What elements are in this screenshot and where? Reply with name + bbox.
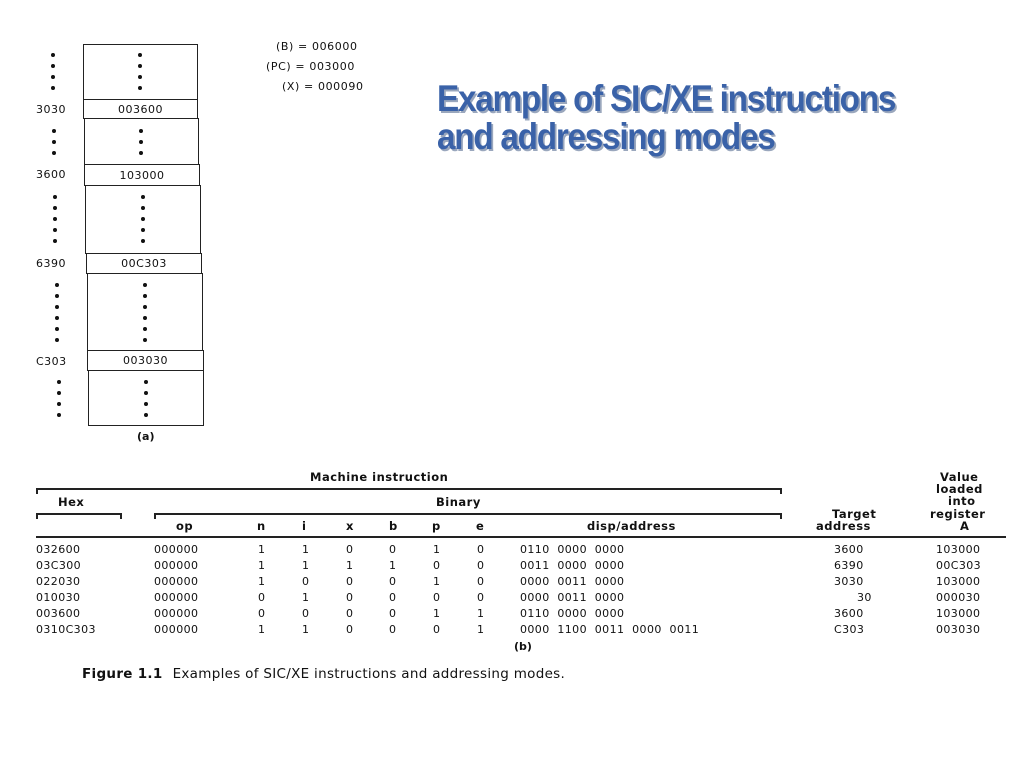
bracket-tick [780,488,782,494]
register-x-name: (X) [282,80,300,93]
bracket-tick [36,513,38,519]
cell-e: 0 [477,575,485,588]
cell-p: 1 [433,575,441,588]
ellipsis-dot [139,151,143,155]
cell-disp: 0110 0000 0000 [520,607,625,620]
cell-n: 0 [258,591,266,604]
slide-title [437,80,959,156]
cell-op: 000000 [154,623,199,636]
ellipsis-dot [53,228,57,232]
cell-hex: 003600 [36,607,81,620]
ellipsis-dot [57,391,61,395]
ellipsis-dot [51,64,55,68]
register-x [282,80,364,93]
cell-target: 30 [857,591,872,604]
cell-e: 1 [477,623,485,636]
memory-cell-3030: 003600 [83,99,198,119]
table-caption: (b) [514,640,532,653]
cell-hex: 0310C303 [36,623,96,636]
cell-hex: 022030 [36,575,81,588]
cell-x: 0 [346,607,354,620]
register-x-equals: = [304,80,314,93]
ellipsis-dot [143,316,147,320]
header-n: n [257,519,266,533]
cell-b: 1 [389,559,397,572]
cell-n: 0 [258,607,266,620]
slide-title-line-1: Example of SIC/XE instructions [437,78,896,119]
cell-b: 0 [389,591,397,604]
cell-disp: 0011 0000 0000 [520,559,625,572]
ellipsis-dot [143,327,147,331]
cell-op: 000000 [154,591,199,604]
cell-i: 0 [302,607,310,620]
ellipsis-dot [51,86,55,90]
figure-caption-text: Examples of SIC/XE instructions and addressing modes. [172,666,566,682]
ellipsis-dot [52,151,56,155]
ellipsis-dot [51,75,55,79]
cell-b: 0 [389,543,397,556]
cell-b: 0 [389,607,397,620]
ellipsis-dot [143,283,147,287]
header-op: op [176,519,194,533]
header-a: A [960,519,970,533]
cell-value: 00C303 [936,559,982,572]
ellipsis-dot [139,140,143,144]
header-into: into [948,494,976,508]
ellipsis-dot [141,206,145,210]
memory-block-5 [88,370,204,426]
cell-i: 1 [302,623,310,636]
ellipsis-dot [144,413,148,417]
register-b-name: (B) [276,40,294,53]
cell-value: 103000 [936,575,981,588]
ellipsis-dot [55,338,59,342]
ellipsis-dot [143,305,147,309]
cell-p: 1 [433,543,441,556]
cell-value: 003030 [936,623,981,636]
ellipsis-dot [53,239,57,243]
register-pc-value: 003000 [309,60,355,73]
ellipsis-dot [141,195,145,199]
cell-target: C303 [834,623,865,636]
cell-x: 1 [346,559,354,572]
cell-i: 1 [302,559,310,572]
cell-i: 1 [302,543,310,556]
header-hex: Hex [58,495,85,509]
ellipsis-dot [57,402,61,406]
memory-address-6390: 6390 [36,257,66,270]
bracket-machine-instruction [36,488,782,490]
cell-value: 103000 [936,607,981,620]
ellipsis-dot [53,217,57,221]
cell-e: 0 [477,591,485,604]
cell-e: 0 [477,559,485,572]
cell-i: 1 [302,591,310,604]
cell-p: 0 [433,559,441,572]
memory-address-c303: C303 [36,355,67,368]
cell-x: 0 [346,543,354,556]
ellipsis-dot [57,380,61,384]
ellipsis-dot [55,283,59,287]
memory-cell-c303: 003030 [87,350,204,371]
cell-e: 0 [477,543,485,556]
ellipsis-dot [138,75,142,79]
register-pc-name: (PC) [266,60,292,73]
header-register: register [930,507,986,521]
cell-op: 000000 [154,559,199,572]
ellipsis-dot [52,129,56,133]
bracket-binary [154,513,782,515]
header-address: address [816,519,871,533]
cell-target: 3600 [834,543,864,556]
figure-caption [82,666,565,682]
register-pc-equals: = [295,60,306,73]
ellipsis-dot [138,64,142,68]
ellipsis-dot [143,338,147,342]
register-pc [266,60,355,73]
cell-p: 0 [433,591,441,604]
ellipsis-dot [53,206,57,210]
ellipsis-dot [138,86,142,90]
header-target: Target [832,507,877,521]
figure-caption-label: Figure 1.1 [82,666,163,682]
cell-x: 0 [346,575,354,588]
ellipsis-dot [55,305,59,309]
header-e: e [476,519,485,533]
header-loaded: loaded [936,482,983,496]
register-x-value: 000090 [317,80,364,93]
register-b-equals: = [298,40,308,53]
cell-i: 0 [302,575,310,588]
ellipsis-dot [55,294,59,298]
cell-op: 000000 [154,575,199,588]
header-p: p [432,519,441,533]
cell-value: 103000 [936,543,981,556]
cell-n: 1 [258,575,266,588]
header-disp-address: disp/address [587,519,676,533]
ellipsis-dot [141,239,145,243]
ellipsis-dot [139,129,143,133]
cell-x: 0 [346,591,354,604]
slide-title-line-2: and addressing modes [437,116,775,157]
ellipsis-dot [141,217,145,221]
ellipsis-dot [144,391,148,395]
ellipsis-dot [52,140,56,144]
cell-target: 6390 [834,559,864,572]
bracket-tick [154,513,156,519]
memory-caption: (a) [137,430,155,443]
header-i: i [302,519,307,533]
ellipsis-dot [144,402,148,406]
cell-disp: 0110 0000 0000 [520,543,625,556]
register-b-value: 006000 [311,40,358,53]
cell-p: 0 [433,623,441,636]
bracket-tick [36,488,38,494]
cell-b: 0 [389,623,397,636]
cell-target: 3600 [834,607,864,620]
cell-n: 1 [258,543,266,556]
cell-disp: 0000 1100 0011 0000 0011 [520,623,700,636]
cell-target: 3030 [834,575,864,588]
cell-disp: 0000 0011 0000 [520,591,625,604]
cell-op: 000000 [154,607,199,620]
cell-p: 1 [433,607,441,620]
ellipsis-dot [55,316,59,320]
memory-address-3600: 3600 [36,168,66,181]
ellipsis-dot [57,413,61,417]
memory-cell-6390: 00C303 [86,253,202,274]
memory-cell-3600: 103000 [84,164,200,186]
cell-hex: 03C300 [36,559,82,572]
memory-address-3030: 3030 [36,103,66,116]
cell-n: 1 [258,559,266,572]
header-x: x [346,519,354,533]
ellipsis-dot [55,327,59,331]
cell-hex: 032600 [36,543,81,556]
header-value: Value [940,470,979,484]
cell-op: 000000 [154,543,199,556]
bracket-tick [120,513,122,519]
ellipsis-dot [141,228,145,232]
cell-x: 0 [346,623,354,636]
cell-n: 1 [258,623,266,636]
bracket-hex [36,513,122,515]
header-b: b [389,519,398,533]
cell-value: 000030 [936,591,981,604]
header-machine-instruction: Machine instruction [310,470,449,484]
ellipsis-dot [51,53,55,57]
ellipsis-dot [143,294,147,298]
bracket-tick [780,513,782,519]
ellipsis-dot [53,195,57,199]
register-b [276,40,358,53]
header-rule [36,536,1006,538]
header-binary: Binary [436,495,481,509]
cell-disp: 0000 0011 0000 [520,575,625,588]
ellipsis-dot [144,380,148,384]
cell-b: 0 [389,575,397,588]
cell-e: 1 [477,607,485,620]
ellipsis-dot [138,53,142,57]
cell-hex: 010030 [36,591,81,604]
